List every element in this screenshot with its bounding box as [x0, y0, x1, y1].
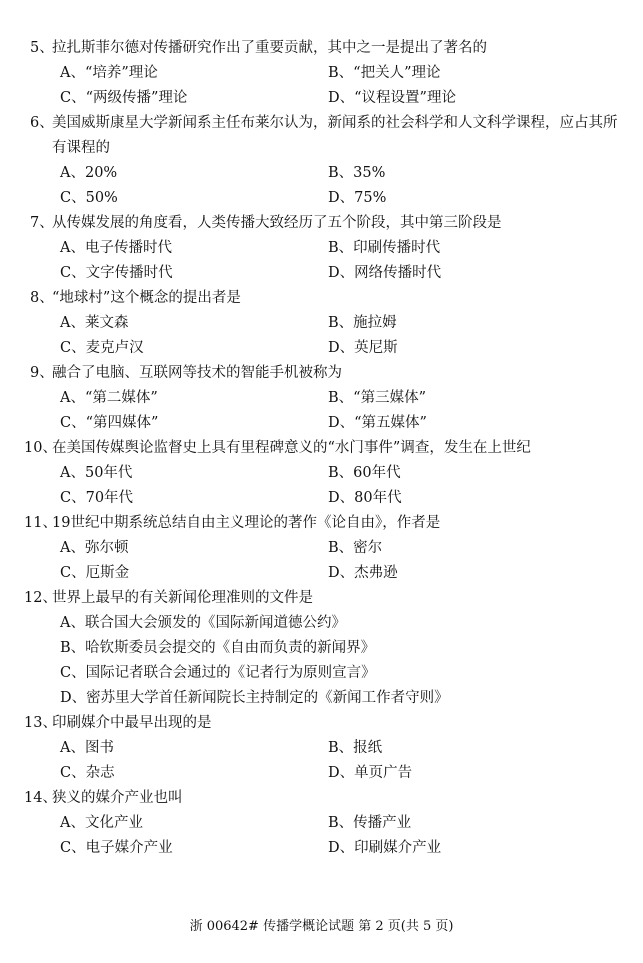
- option-d: D、“第五媒体”: [328, 415, 427, 431]
- option-c: C、电子媒介产业: [60, 840, 173, 856]
- question-number: 6、: [30, 115, 54, 131]
- question-12: [0, 586, 643, 711]
- question-text: 印刷媒介中最早出现的是: [52, 715, 212, 731]
- option-a: A、20%: [60, 165, 118, 181]
- option-row: [0, 411, 643, 436]
- option-c: C、文字传播时代: [60, 265, 173, 281]
- question-number: 9、: [30, 365, 54, 381]
- question-8: [0, 286, 643, 361]
- question-stem: [0, 436, 643, 461]
- option-c: C、厄斯金: [60, 565, 130, 581]
- question-list: [0, 36, 643, 861]
- question-text: “地球村”这个概念的提出者是: [52, 290, 241, 306]
- option-row: [0, 61, 643, 86]
- option-row: [0, 536, 643, 561]
- option-d: D、英尼斯: [328, 340, 398, 356]
- option-c: C、70年代: [60, 490, 134, 506]
- question-6: [0, 111, 643, 211]
- question-text: 拉扎斯菲尔德对传播研究作出了重要贡献，其中之一是提出了著名的: [52, 40, 487, 56]
- question-stem: [0, 786, 643, 811]
- option-row: [0, 811, 643, 836]
- option-a: A、电子传播时代: [60, 240, 172, 256]
- option-row: [0, 336, 643, 361]
- option-d: D、密苏里大学首任新闻院长主持制定的《新闻工作者守则》: [60, 690, 449, 706]
- question-stem: [0, 111, 643, 161]
- option-b: B、传播产业: [328, 815, 412, 831]
- option-row: [0, 186, 643, 211]
- question-text: 狭义的媒介产业也叫: [52, 790, 183, 806]
- question-10: [0, 436, 643, 511]
- option-b: B、35%: [328, 165, 386, 181]
- question-9: [0, 361, 643, 436]
- option-d: D、“议程设置”理论: [328, 90, 456, 106]
- page-footer: 浙 00642# 传播学概论试题 第 2 页(共 5 页): [189, 919, 454, 934]
- question-number: 12、: [24, 590, 57, 606]
- question-number: 7、: [30, 215, 54, 231]
- option-a: A、“培养”理论: [60, 65, 158, 81]
- option-a: A、“第二媒体”: [60, 390, 158, 406]
- option-d: D、单页广告: [328, 765, 413, 781]
- question-text: 世界上最早的有关新闻伦理准则的文件是: [52, 590, 313, 606]
- option-a: A、联合国大会颁发的《国际新闻道德公约》: [60, 615, 346, 631]
- question-number: 8、: [30, 290, 54, 306]
- option-b: B、“把关人”理论: [328, 65, 441, 81]
- option-d: D、印刷媒介产业: [328, 840, 442, 856]
- option-a: A、弥尔顿: [60, 540, 129, 556]
- option-b: B、密尔: [328, 540, 383, 556]
- question-stem: [0, 286, 643, 311]
- option-c: C、国际记者联合会通过的《记者行为原则宣言》: [60, 665, 376, 681]
- option-d: D、网络传播时代: [328, 265, 442, 281]
- option-b: B、“第三媒体”: [328, 390, 426, 406]
- question-text: 在美国传媒舆论监督史上具有里程碑意义的“水门事件”调查，发生在上世纪: [52, 440, 531, 456]
- question-number: 5、: [30, 40, 54, 56]
- question-text: 19世纪中期系统总结自由主义理论的著作《论自由》，作者是: [52, 515, 441, 531]
- question-stem: [0, 361, 643, 386]
- question-stem: [0, 36, 643, 61]
- option-row: [0, 761, 643, 786]
- option-b: B、施拉姆: [328, 315, 397, 331]
- option-d: D、75%: [328, 190, 387, 206]
- question-number: 10、: [24, 440, 57, 456]
- question-14: [0, 786, 643, 861]
- option-row: [0, 561, 643, 586]
- question-stem: [0, 711, 643, 736]
- option-c: C、“第四媒体”: [60, 415, 159, 431]
- question-text: 从传媒发展的角度看，人类传播大致经历了五个阶段，其中第三阶段是: [52, 215, 502, 231]
- option-c: C、杂志: [60, 765, 115, 781]
- question-text: 美国威斯康星大学新闻系主任布莱尔认为，新闻系的社会科学和人文科学课程，应占其所有课程的: [52, 115, 618, 156]
- option-d: D、80年代: [328, 490, 402, 506]
- option-c: C、麦克卢汉: [60, 340, 144, 356]
- option-row: [0, 386, 643, 411]
- question-stem: [0, 511, 643, 536]
- question-11: [0, 511, 643, 586]
- option-a: A、50年代: [60, 465, 133, 481]
- question-number: 13、: [24, 715, 57, 731]
- option-row: [0, 261, 643, 286]
- option-row: [0, 836, 643, 861]
- option-a: A、图书: [60, 740, 114, 756]
- option-c: C、“两级传播”理论: [60, 90, 188, 106]
- option-b: B、报纸: [328, 740, 383, 756]
- option-a: A、莱文森: [60, 315, 129, 331]
- question-stem: [0, 211, 643, 236]
- question-number: 14、: [24, 790, 57, 806]
- option-c: C、50%: [60, 190, 118, 206]
- question-5: [0, 36, 643, 111]
- option-b: B、哈钦斯委员会提交的《自由而负责的新闻界》: [60, 640, 376, 656]
- option-row: [0, 86, 643, 111]
- question-stem: [0, 586, 643, 611]
- option-row: [0, 311, 643, 336]
- question-text: 融合了电脑、互联网等技术的智能手机被称为: [52, 365, 342, 381]
- option-b: B、60年代: [328, 465, 401, 481]
- option-row: [0, 236, 643, 261]
- option-row: [0, 486, 643, 511]
- option-d: D、杰弗逊: [328, 565, 398, 581]
- option-a: A、文化产业: [60, 815, 143, 831]
- question-13: [0, 711, 643, 786]
- option-row: [0, 161, 643, 186]
- option-b: B、印刷传播时代: [328, 240, 441, 256]
- question-7: [0, 211, 643, 286]
- question-number: 11、: [24, 515, 57, 531]
- option-row: [0, 736, 643, 761]
- option-row: [0, 461, 643, 486]
